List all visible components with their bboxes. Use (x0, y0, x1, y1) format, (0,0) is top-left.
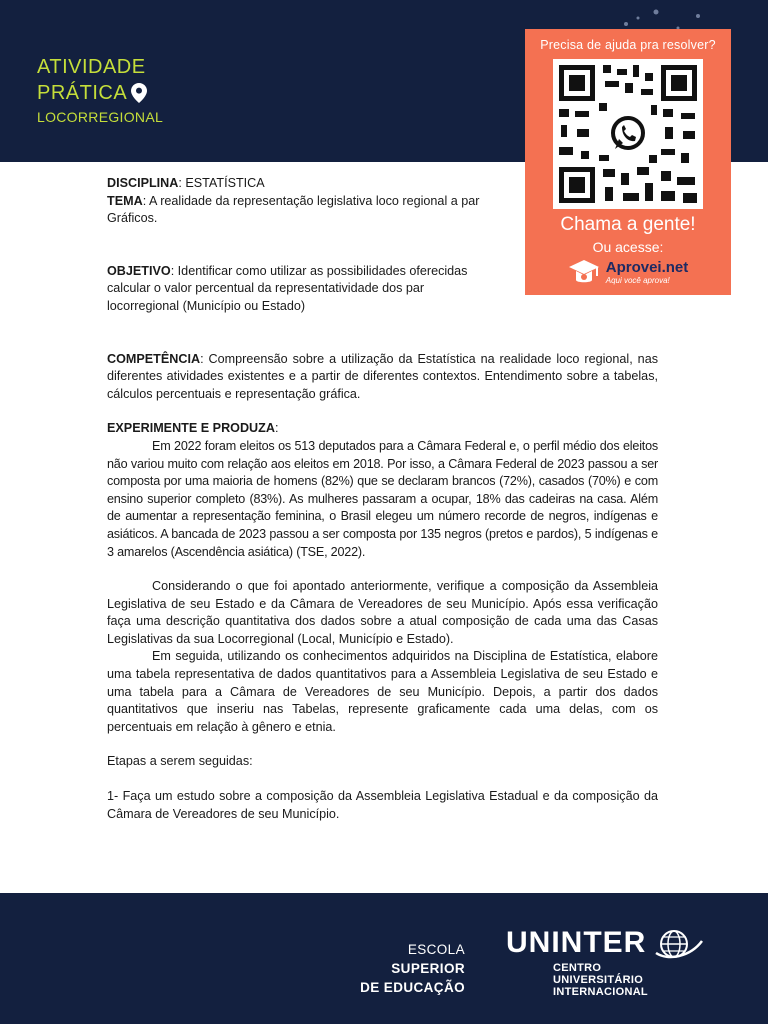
tema-label: TEMA (107, 193, 143, 208)
uninter-sub-1: CENTRO (553, 962, 602, 974)
disciplina-line (107, 175, 658, 193)
experimente-label: EXPERIMENTE E PRODUZA (107, 421, 275, 436)
objetivo-text: : Identificar como utilizar as possibilidades oferecidas (170, 263, 468, 278)
promo-or-text: Ou acesse: (592, 239, 664, 255)
disciplina-label: DISCIPLINA (107, 176, 179, 190)
uninter-logo (506, 927, 648, 998)
brand-title-line2-text: PRÁTICA (37, 82, 128, 104)
paragraph-3: Em seguida, utilizando os conhecimentos adquiridos na Disciplina de Estatística, elabore uma tabela representativa de dados quantitativos para a Assembleia Legislativa de seu Estado e uma tabela para a Câmara de Vereadores de seu Município. Depois, a partir dos dados quantitativos que inseriu nas Tabelas, represente graficamente cada uma delas, com os percentuais em relação à gênero e etnia. (107, 649, 658, 734)
objetivo-line (107, 263, 658, 281)
promo-question: Precisa de ajuda pra resolver? (540, 38, 716, 52)
document-body (107, 175, 658, 823)
escola-line2: DE EDUCAÇÃO (360, 980, 465, 995)
objetivo-line-2: calcular o valor percentual da representatividade dos par (107, 281, 425, 296)
escola-bold: SUPERIOR (391, 961, 465, 976)
objetivo-line-3: locorregional (Município ou Estado) (107, 298, 306, 313)
uninter-wordmark: UNINTER (506, 926, 647, 959)
tema-line (107, 193, 658, 211)
tema-value: : A realidade da representação legislativa loco regional a par (142, 193, 480, 208)
escola-logo (339, 940, 465, 997)
competencia-text: : Compreensão sobre a utilização da Estatística na realidade loco regional, nas diferentes atividades existentes e a partir de diferentes contextos. Entendimento sobre a tabelas, cálculos percentuais e representação gráfica. (107, 351, 658, 401)
brand-title-line1: ATIVIDADE (37, 56, 146, 78)
disciplina-value: : ESTATÍSTICA (178, 176, 265, 190)
brand-subtitle: LOCORREGIONAL (37, 109, 164, 125)
escola-light: ESCOLA (407, 942, 465, 957)
tema-line-2: Gráficos. (107, 211, 158, 226)
promo-cta: Chama a gente! (560, 214, 696, 235)
objetivo-label: OBJETIVO (107, 263, 171, 278)
location-pin-icon (131, 83, 147, 103)
experimente-heading (107, 420, 658, 438)
globe-logo-icon (654, 927, 704, 961)
brand-title-line2 (37, 80, 163, 106)
aprovei-tagline: Aqui você aprova! (605, 275, 670, 285)
page-footer (0, 893, 768, 1024)
etapas-title: Etapas a serem seguidas: (107, 754, 253, 769)
paragraph-2: Considerando o que foi apontado anteriormente, verifique a composição da Assembleia Legislativa de seu Estado e da Câmara de Vereadores de seu Município. Após essa verificação faça uma descrição quantitativa dos dados sobre a atual composição de cada uma das Casas Legislativas da sua Locorregional (Local, Município e Estado). (107, 579, 658, 646)
competencia-label: COMPETÊNCIA (107, 351, 201, 366)
etapa-1: 1- Faça um estudo sobre a composição da Assembleia Legislativa Estadual e da composição da Câmara de Vereadores de seu Município. (107, 789, 658, 821)
experimente-colon: : (274, 421, 279, 436)
paragraph-1: Em 2022 foram eleitos os 513 deputados para a Câmara Federal e, o perfil médio dos eleitos não variou muito com relação aos eleitos em 2018. Por isso, a Câmara Federal de 2023 passou a ser composta por uma maioria de homens (82%) que se declaram brancos (72%), casados (70%) e com ensino superior completo (83%). As mulheres passaram a ocupar, 18% das cadeiras na casa. Além de aumentar a representação feminina, o Brasil elegeu um número recorde de negros, indígenas e asiáticos. A bancada de 2023 passou a ser composta por 135 negros (pretos e pardos), 5 indígenas e 3 amarelos (Ascendência asiática) (TSE, 2022). (107, 438, 658, 559)
escola-line1 (339, 940, 465, 978)
competencia-paragraph (107, 351, 658, 404)
aprovei-name: Aprovei.net (605, 258, 689, 276)
uninter-sub-3: INTERNACIONAL (553, 986, 648, 998)
activity-brand (37, 54, 163, 125)
uninter-sub-2: UNIVERSITÁRIO (553, 974, 644, 986)
